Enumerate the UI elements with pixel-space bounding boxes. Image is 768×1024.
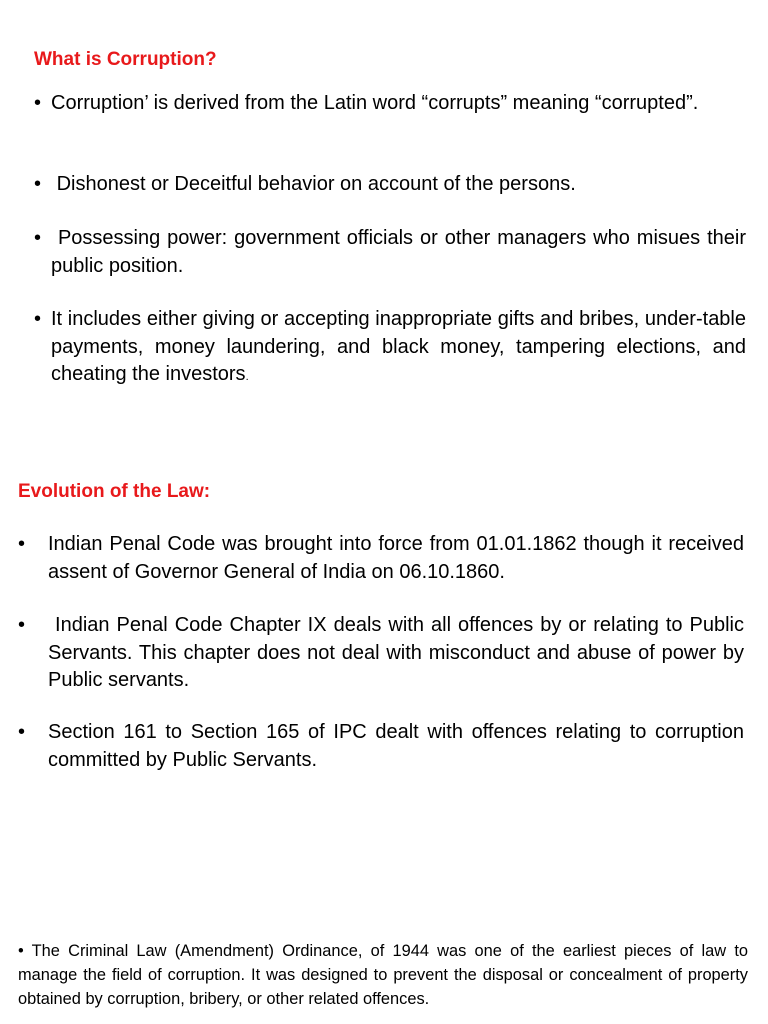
bullet-text: Indian Penal Code Chapter IX deals with all offences by or relating to Public Servants. This chapter does not deal with misconduct and abuse of power by Public servants. — [48, 614, 750, 691]
section-heading: Evolution of the Law: — [18, 481, 211, 502]
bullet-item — [34, 225, 752, 280]
bullet-icon: • — [34, 227, 42, 249]
bullet-item — [18, 612, 750, 695]
trailing-period: . — [245, 371, 249, 383]
bullet-icon: • — [18, 614, 26, 636]
bullet-text: Possessing power: government officials or other managers who misues their public position. — [51, 227, 752, 277]
bullet-text: Corruption’ is derived from the Latin word “corrupts” meaning “corrupted”. — [51, 92, 699, 114]
bullet-icon: • — [18, 721, 26, 743]
bullet-icon: • — [34, 92, 42, 114]
footer-note: • The Criminal Law (Amendment) Ordinance, of 1944 was one of the earliest pieces of law to manage the field of corruption. It was designed to prevent the disposal or concealment of property obtained by corruption, bribery, or other related offences. — [18, 942, 748, 1008]
bullet-item — [34, 90, 746, 118]
bullet-item — [18, 531, 744, 586]
bullet-text: Dishonest or Deceitful behavior on account of the persons. — [51, 173, 576, 195]
bullet-text-wrap — [34, 306, 746, 392]
bullet-item — [18, 719, 744, 774]
bullet-icon: • — [34, 173, 42, 195]
bullet-item — [34, 171, 746, 199]
bullet-text: Indian Penal Code was brought into force from 01.01.1862 though it received assent of Governor General of India on 06.10.1860. — [48, 533, 744, 583]
bullet-item — [34, 306, 746, 392]
bullet-text: It includes either giving or accepting inappropriate gifts and bribes, under-table payments, money laundering, and black money, tampering elections, and cheating the investors — [51, 308, 746, 385]
bullet-text: Section 161 to Section 165 of IPC dealt with offences relating to corruption committed by Public Servants. — [48, 721, 744, 771]
section-heading: What is Corruption? — [34, 49, 217, 70]
bullet-icon: • — [18, 533, 26, 555]
bullet-icon: • — [34, 308, 42, 330]
